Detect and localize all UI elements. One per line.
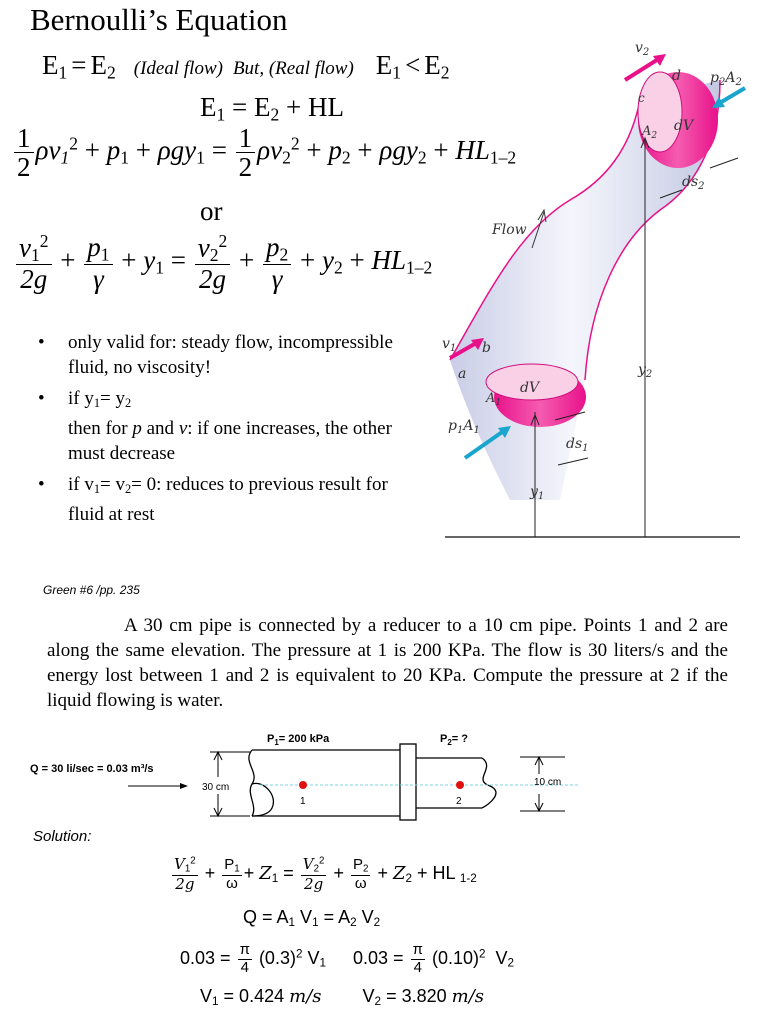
energy-headloss-equation: $E_1 = E_2$ + HL <box>200 92 344 125</box>
ds2-marker <box>710 158 738 168</box>
label-a: a <box>458 366 467 382</box>
label-c: c <box>638 91 645 105</box>
point-1-label: 1 <box>300 796 306 807</box>
pipe2-break-right <box>482 758 496 808</box>
p2-label: $P_2=$ ? <box>440 733 468 747</box>
label-b: b <box>482 340 491 356</box>
label-v2: $v_2$ <box>635 40 650 58</box>
page-title: Bernoulli’s Equation <box>30 2 288 37</box>
list-item: • if $y_1= y_2$ then for p and v: if one increases, the other must decrease <box>38 388 392 465</box>
reducer-flange <box>400 744 416 820</box>
problem-reference: Green #6 /pp. 235 <box>43 583 140 597</box>
label-p1a1: $p_1A_1$ <box>448 418 480 436</box>
label-v1: $v_1$ <box>442 336 457 354</box>
solution-label: Solution: <box>33 828 92 845</box>
energy-ideal-equation: $E_1 = E_2$ (Ideal flow) But, (Real flow) $E_1 < E_2$ <box>42 50 450 83</box>
label-a2: $A_2$ <box>642 124 658 141</box>
label-dv-top: dV <box>674 118 694 134</box>
label-y1: $y_1$ <box>530 484 545 502</box>
solution-bernoulli: $\frac{V_1^2}{2g}$ + $\frac{P_1}{\omega}$ + $Z_1$ = $\frac{V_2^2}{2g}$ + $\frac{P_2}{\omega}$ + $Z_2$ + HL $_{1-2}$ <box>174 855 477 894</box>
label-y2: $y_2$ <box>638 362 653 380</box>
point-1 <box>299 781 307 789</box>
reducer-pipe-diagram <box>20 722 580 832</box>
q-label: Q = 30 li/sec = 0.03 m³/s <box>30 763 154 775</box>
list-item: • if $v_1= v_2= 0$: reduces to previous result for fluid at rest <box>38 474 388 526</box>
label-flow: Flow <box>492 222 527 238</box>
solution-velocities: $V_1 = 0.424$ m/s $V_2 = 3.820$ m/s <box>200 986 485 1008</box>
solution-area-calc: 0.03 = $\frac{\pi}{4}$ $(0.3)^2$ $V_1$ 0.03 = $\frac{\pi}{4}$ $(0.10)^2$ $V_2$ <box>180 941 515 976</box>
p2a2-arrow <box>718 88 745 104</box>
label-dv-bottom: dV <box>520 380 540 396</box>
problem-statement: A 30 cm pipe is connected by a reducer to a 10 cm pipe. Points 1 and 2 are along the same elevation. The pressure at 1 is 200 KPa. The flow is 30 liters/s and the energy lost between 1 and 2 is equivalent to 20 KPa. Compute the pressure at 2 if the liquid flowing is water. <box>47 615 728 711</box>
label-ds1: $ds_1$ <box>566 436 589 454</box>
bernoulli-head-form: $\frac{v_1^2}{2g}$ + $\frac{p_1}{\gamma}$ + $y_1$ = $\frac{v_2^2}{2g}$ + $\frac{p_2}{\gamma}$ + $y_2 + HL_{1-2}$ <box>14 232 432 294</box>
conditions-list <box>38 330 418 533</box>
point-2-label: 2 <box>456 796 462 807</box>
or-text: or <box>200 196 223 226</box>
bernoulli-pressure-form: $\frac{1}{2}$ $\rho v_1^2 + p_1 + \rho gy_1$ = $\frac{1}{2}$ $\rho v_2^2 + p_2 + \rho gy_2 + HL_{1-2}$ <box>12 124 516 182</box>
label-d: d <box>672 68 681 84</box>
p1-label: $P_1= 200$ kPa <box>267 733 330 747</box>
label-ds2: $ds_2$ <box>682 174 705 192</box>
d2-label: 10 cm <box>534 777 562 788</box>
label-p2a2: $p_2A_2$ <box>710 70 742 88</box>
label-a1: $A_1$ <box>486 391 502 408</box>
solution-continuity: $Q = A_1$ $V_1 = A_2$ $V_2$ <box>243 907 381 929</box>
list-item: • only valid for: steady flow, incompressible fluid, no viscosity! <box>38 332 393 378</box>
point-2 <box>456 781 464 789</box>
d1-label: 30 cm <box>202 782 230 793</box>
pipe-flow-diagram <box>420 40 760 545</box>
